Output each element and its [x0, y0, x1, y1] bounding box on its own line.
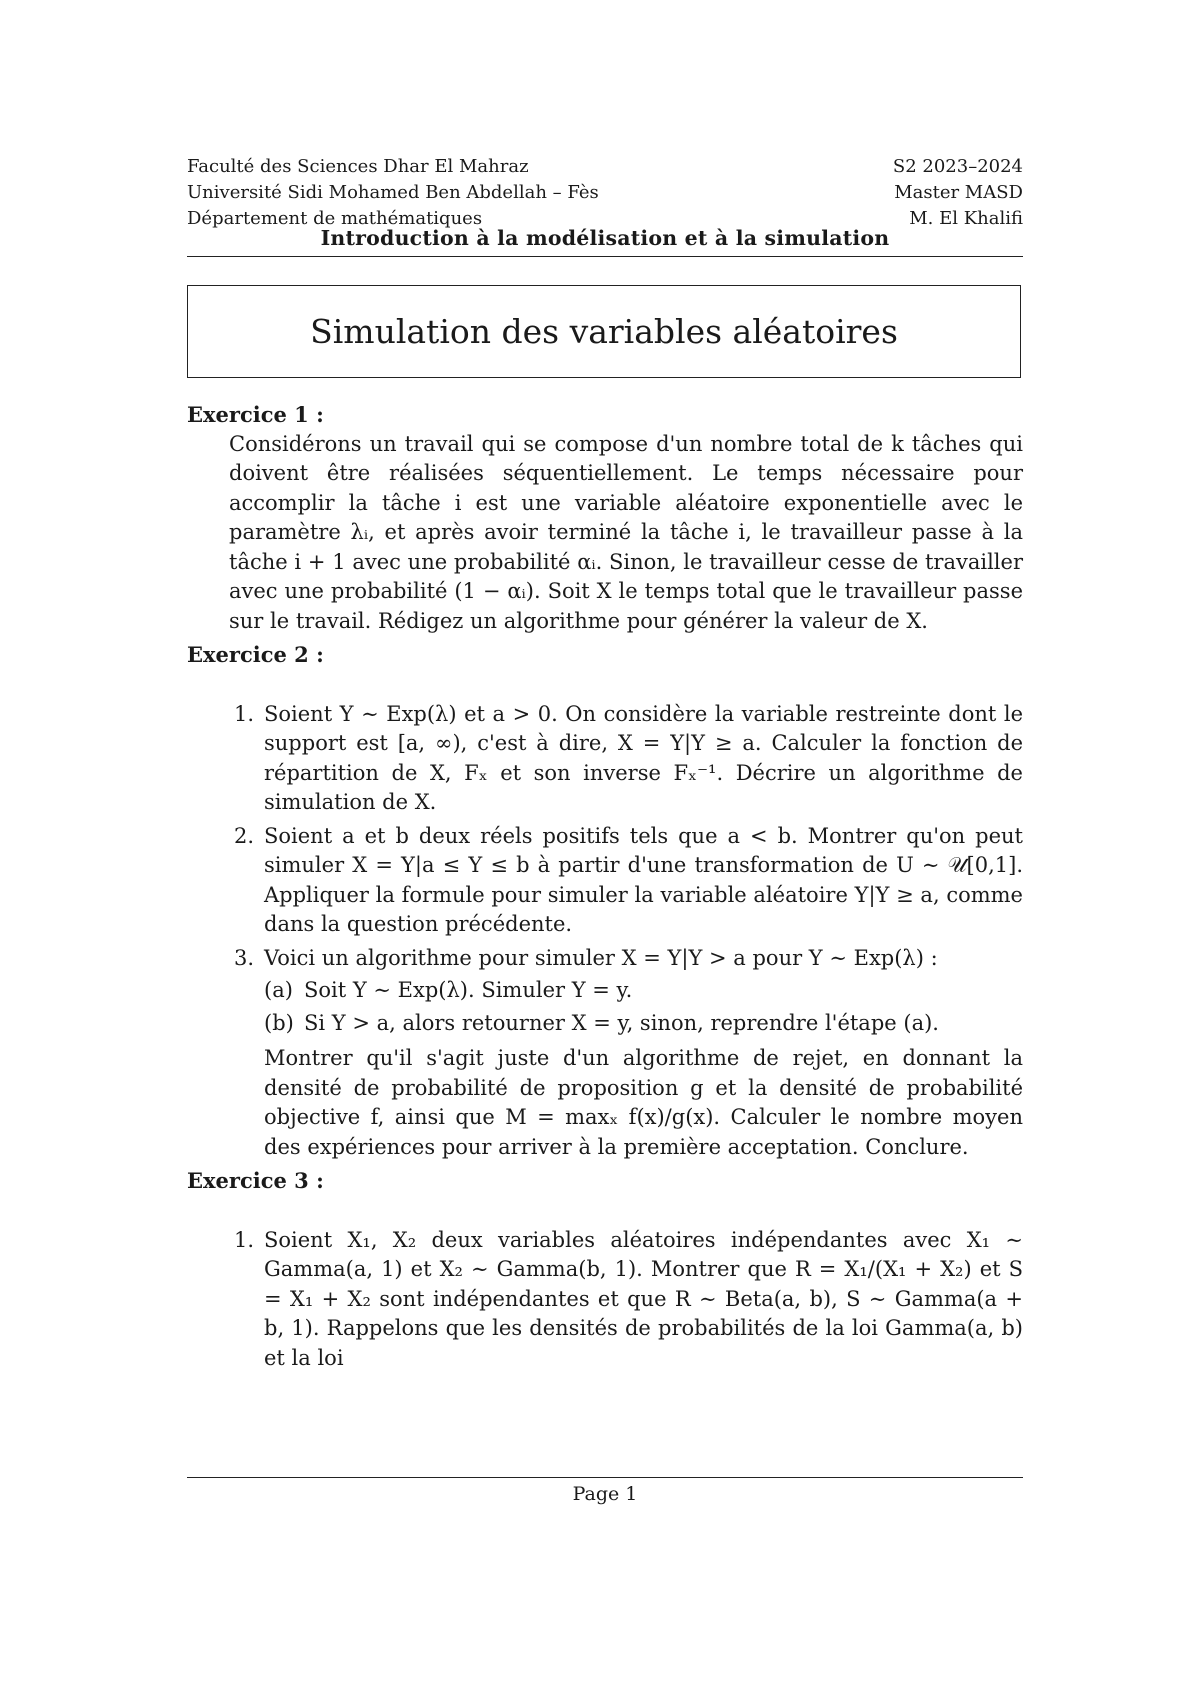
footer-rule	[187, 1477, 1023, 1478]
sub-item-text: Soit Y ∼ Exp(λ). Simuler Y = y.	[304, 978, 633, 1002]
exercise-3-heading: Exercice 3 :	[187, 1168, 324, 1193]
item-body	[264, 944, 1023, 1163]
sub-item	[264, 1009, 1023, 1039]
list-item	[187, 822, 1023, 940]
header-instructor: M. El Khalifi	[909, 208, 1023, 229]
exercise-1-heading: Exercice 1 :	[187, 402, 324, 427]
item-text: Soient Y ∼ Exp(λ) et a > 0. On considère la variable restreinte dont le support est [a, ∞), c'est à dire, X = Y|Y ≥ a. Calculer la fonction de répartition de X, Fₓ et son inverse Fₓ⁻¹. Décrire un algorithme de simulation de X.	[264, 701, 1023, 814]
page-header	[187, 154, 1023, 232]
header-university: Université Sidi Mohamed Ben Abdellah – Fès	[187, 182, 599, 203]
item-text: Voici un algorithme pour simuler X = Y|Y > a pour Y ∼ Exp(λ) :	[264, 945, 938, 970]
exercise-2-heading: Exercice 2 :	[187, 642, 324, 667]
exercise-2-list	[187, 700, 1023, 1163]
sub-item-label: (b)	[264, 1010, 294, 1035]
list-item	[187, 700, 1023, 818]
header-semester: S2 2023–2024	[892, 156, 1023, 177]
item-text: Soient X₁, X₂ deux variables aléatoires indépendantes avec X₁ ∼ Gamma(a, 1) et X₂ ∼ Gamma(b, 1). Montrer que R = X₁/(X₁ + X₂) et S = X₁ + X₂ sont indépendantes et que R ∼ Beta(a, b), S ∼ Gamma(a + b, 1). Rappelons que les densités de probabilités de la loi Gamma(a, b) et la loi	[264, 1227, 1023, 1370]
sub-item-text: Si Y > a, alors retourner X = y, sinon, reprendre l'étape (a).	[304, 1010, 939, 1035]
page-number: Page 1	[572, 1483, 638, 1505]
header-program: Master MASD	[894, 182, 1023, 203]
exercise-3-list	[187, 1226, 1023, 1374]
course-title: Introduction à la modélisation et à la simulation	[320, 226, 890, 250]
exercise-1-text: Considérons un travail qui se compose d'un nombre total de k tâches qui doivent être réalisées séquentiellement. Le temps nécessaire pour accomplir la tâche i est une variable aléatoire exponentielle avec le paramètre λᵢ, et après avoir terminé la tâche i, le travailleur passe à la tâche i + 1 avec une probabilité αᵢ. Sinon, le travailleur cesse de travailler avec une probabilité (1 − αᵢ). Soit X le temps total que le travailleur passe sur le travail. Rédigez un algorithme pour générer la valeur de X.	[229, 431, 1023, 633]
header-rule	[187, 256, 1023, 257]
page-title: Simulation des variables aléatoires	[310, 312, 898, 351]
item-followup-text: Montrer qu'il s'agit juste d'un algorithme de rejet, en donnant la densité de probabilité de proposition g et la densité de probabilité objective f, ainsi que M = maxₓ f(x)/g(x). Calculer le nombre moyen des expériences pour arriver à la première acceptation. Conclure.	[264, 1046, 1023, 1159]
exercise-content	[187, 400, 1023, 1377]
item-text: Soient a et b deux réels positifs tels que a < b. Montrer qu'on peut simuler X = Y|a ≤ Y ≤ b à partir d'une transformation de U ∼ 𝒰[0,1]. Appliquer la formule pour simuler la variable aléatoire Y|Y ≥ a, comme dans la question précédente.	[264, 823, 1023, 936]
header-department: Département de mathématiques	[187, 208, 483, 229]
item-number: 3.	[233, 945, 254, 970]
sub-item-label: (a)	[264, 978, 293, 1002]
header-faculty: Faculté des Sciences Dhar El Mahraz	[187, 156, 529, 177]
item-number: 2.	[233, 823, 254, 848]
item-number: 1.	[233, 1227, 254, 1252]
title-box	[187, 285, 1021, 378]
sub-item	[264, 976, 1023, 1006]
list-item	[187, 1226, 1023, 1374]
list-item	[187, 944, 1023, 1163]
item-number: 1.	[233, 701, 254, 726]
